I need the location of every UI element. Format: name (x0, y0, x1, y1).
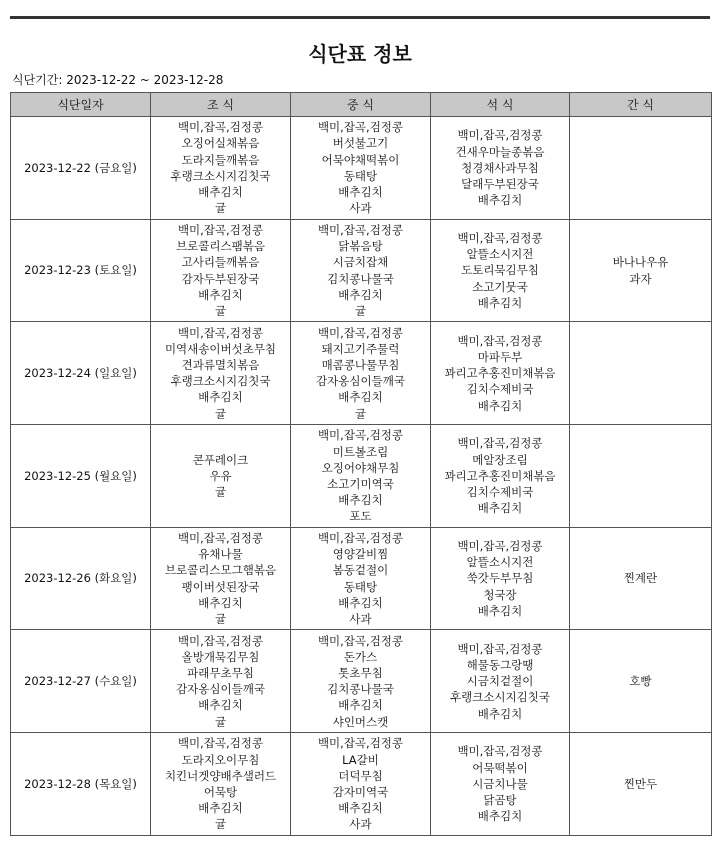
menu-item: 귤 (214, 406, 227, 421)
snack-cell (570, 219, 712, 322)
menu-item: 백미,잡곡,검정콩 (457, 641, 543, 656)
dinner-cell (431, 322, 570, 425)
menu-item: 백미,잡곡,검정콩 (317, 222, 404, 237)
menu-item: 김치콩나물국 (327, 682, 394, 697)
menu-item: 건새우마늘종볶음 (455, 144, 545, 159)
menu-item: 백미,잡곡,검정콩 (317, 530, 404, 545)
menu-item: 백미,잡곡,검정콩 (177, 222, 264, 237)
menu-item: 메알장조림 (472, 452, 528, 467)
menu-item: 백미,잡곡,검정콩 (457, 231, 543, 246)
menu-item: 귤 (214, 201, 227, 216)
menu-item: 봄동겉절이 (332, 563, 389, 578)
top-rule (10, 16, 710, 19)
table-row (11, 117, 712, 220)
lunch-cell (291, 219, 431, 322)
menu-item: 감자옹심이들깨국 (316, 374, 405, 389)
menu-item: 버섯불고기 (332, 136, 389, 151)
lunch-cell (291, 527, 431, 630)
menu-item: 오징어실채볶음 (181, 136, 260, 151)
menu-item: 찐만두 (623, 776, 658, 791)
menu-item: 도라지들깨볶음 (181, 152, 260, 167)
menu-item: 배추김치 (477, 501, 523, 516)
dinner-cell (431, 425, 570, 528)
menu-item: 김치수제비국 (466, 485, 534, 499)
menu-item: 백미,잡곡,검정콩 (177, 120, 264, 135)
date-cell: 2023-12-22 (금요일) (11, 117, 151, 220)
menu-item: 백미,잡곡,검정콩 (317, 736, 404, 751)
lunch-cell (291, 733, 431, 836)
meal-table-body (11, 117, 712, 836)
breakfast-cell (151, 630, 291, 733)
menu-item: 배추김치 (477, 706, 523, 721)
menu-item: 백미,잡곡,검정콩 (177, 530, 264, 545)
header-date: 식단일자 (11, 93, 151, 117)
menu-item: 백미,잡곡,검정콩 (177, 736, 264, 751)
menu-item: 후랭크소시지김칫국 (170, 168, 271, 183)
menu-item: 백미,잡곡,검정콩 (457, 744, 543, 759)
breakfast-cell (151, 219, 291, 322)
menu-item: 배추김치 (338, 185, 383, 200)
menu-item: 샤인머스캣 (332, 714, 389, 729)
dinner-cell (431, 733, 570, 836)
menu-item: 브로콜리스팸볶음 (176, 239, 265, 254)
meal-table (10, 92, 712, 836)
menu-item: 귤 (214, 714, 227, 729)
menu-item: 오징어야채무침 (321, 460, 400, 475)
date-cell: 2023-12-26 (화요일) (11, 527, 151, 630)
menu-item: 닭볶음탕 (338, 239, 383, 254)
menu-item: 후랭크소시지김칫국 (450, 690, 550, 705)
menu-item: 백미,잡곡,검정콩 (177, 325, 264, 340)
menu-item: 돼지고기주물럭 (321, 341, 400, 356)
menu-item: LA갈비 (342, 752, 379, 767)
menu-item: 톳초무침 (338, 666, 383, 681)
menu-item: 배추김치 (477, 603, 523, 618)
snack-cell (570, 527, 712, 630)
dinner-cell (431, 219, 570, 322)
menu-item: 청국장 (483, 587, 517, 602)
menu-item: 바나나우유 (612, 255, 669, 270)
menu-item: 포도 (349, 509, 372, 524)
menu-item: 배추김치 (338, 287, 383, 302)
lunch-cell (291, 425, 431, 528)
breakfast-cell (151, 425, 291, 528)
menu-item: 배추김치 (338, 801, 383, 816)
menu-item: 미역새송이버섯초무침 (164, 341, 277, 356)
breakfast-cell (151, 322, 291, 425)
menu-item: 더덕무침 (338, 768, 383, 783)
menu-item: 귤 (354, 303, 367, 318)
menu-item: 감자미역국 (332, 784, 389, 799)
page-title: 식단표 정보 (308, 42, 412, 66)
menu-item: 동태탕 (343, 168, 378, 183)
menu-period: 식단기간: 2023-12-22 ~ 2023-12-28 (12, 73, 224, 87)
breakfast-cell (151, 117, 291, 220)
menu-item: 김치콩나물국 (327, 271, 394, 286)
table-row (11, 630, 712, 733)
menu-item: 배추김치 (477, 809, 523, 824)
menu-item: 콘푸레이크 (192, 452, 249, 467)
menu-item: 올방개묵김무침 (181, 649, 260, 664)
menu-item: 백미,잡곡,검정콩 (317, 428, 404, 443)
menu-item: 브로콜리스모그햄볶음 (164, 563, 277, 578)
menu-item: 배추김치 (198, 801, 243, 816)
menu-item: 시금치잡채 (332, 255, 389, 270)
lunch-cell (291, 322, 431, 425)
menu-item: 감자두부된장국 (181, 271, 260, 286)
menu-item: 쑥갓두부무침 (466, 571, 534, 586)
snack-cell (570, 425, 712, 528)
menu-item: 김치수제비국 (466, 382, 534, 397)
menu-item: 닭곰탕 (483, 793, 517, 808)
table-row (11, 425, 712, 528)
lunch-cell (291, 630, 431, 733)
table-row (11, 219, 712, 322)
menu-item: 귤 (214, 303, 227, 318)
date-cell: 2023-12-25 (월요일) (11, 425, 151, 528)
menu-item: 달래두부된장국 (461, 176, 539, 191)
dinner-cell (431, 527, 570, 630)
menu-item: 사과 (349, 201, 372, 216)
menu-item: 배추김치 (338, 698, 383, 713)
menu-item: 배추김치 (198, 287, 243, 302)
header-dinner: 석 식 (431, 93, 570, 117)
table-row (11, 322, 712, 425)
menu-item: 귤 (354, 406, 367, 421)
menu-item: 백미,잡곡,검정콩 (457, 128, 543, 143)
date-cell: 2023-12-28 (목요일) (11, 733, 151, 836)
menu-item: 어묵야채떡볶이 (321, 152, 400, 167)
menu-item: 귤 (214, 485, 227, 499)
date-cell: 2023-12-23 (토요일) (11, 219, 151, 322)
menu-item: 시금치겉절이 (466, 674, 534, 689)
header-snack: 간 식 (570, 93, 712, 117)
menu-item: 돈가스 (343, 649, 378, 664)
dinner-cell (431, 117, 570, 220)
menu-item: 백미,잡곡,검정콩 (457, 539, 543, 554)
snack-cell (570, 630, 712, 733)
menu-item: 배추김치 (198, 185, 243, 200)
menu-item: 배추김치 (338, 595, 383, 610)
menu-item: 고사리들깨볶음 (181, 255, 260, 270)
menu-item: 귤 (214, 612, 227, 626)
menu-item: 백미,잡곡,검정콩 (457, 333, 543, 348)
menu-item: 배추김치 (198, 390, 243, 405)
menu-item: 꽈리고추홍진미채볶음 (444, 468, 556, 483)
menu-item: 도라지오이무침 (181, 752, 260, 767)
menu-item: 배추김치 (338, 390, 383, 405)
menu-item: 감자옹심이들깨국 (176, 682, 265, 697)
menu-item: 시금치나물 (472, 776, 528, 791)
lunch-cell (291, 117, 431, 220)
menu-item: 마파두부 (477, 349, 523, 364)
menu-item: 해물동그랑땡 (466, 657, 534, 672)
menu-item: 후랭크소시지김칫국 (170, 374, 271, 389)
menu-item: 배추김치 (198, 698, 243, 713)
menu-item: 도토리묵김무침 (461, 263, 539, 278)
menu-item: 귤 (214, 817, 227, 832)
breakfast-cell (151, 527, 291, 630)
date-cell: 2023-12-24 (일요일) (11, 322, 151, 425)
snack-cell (570, 117, 712, 220)
menu-item: 청경채사과무침 (461, 160, 539, 175)
table-header-row (11, 93, 712, 117)
snack-cell (570, 322, 712, 425)
menu-item: 백미,잡곡,검정콩 (317, 633, 404, 648)
menu-item: 영양갈비찜 (332, 547, 389, 562)
menu-item: 배추김치 (477, 193, 523, 208)
menu-item: 유채나물 (198, 547, 243, 562)
breakfast-cell (151, 733, 291, 836)
menu-item: 파래무초무침 (187, 666, 254, 681)
menu-item: 백미,잡곡,검정콩 (177, 633, 264, 648)
header-breakfast: 조 식 (151, 93, 291, 117)
menu-item: 매콤콩나물무침 (321, 358, 400, 373)
menu-item: 알뜰소시지전 (466, 247, 534, 262)
menu-item: 치킨너겟양배추샐러드 (164, 768, 277, 783)
menu-item: 견과류멸치볶음 (181, 358, 260, 373)
menu-item: 팽이버섯된장국 (181, 579, 260, 594)
menu-item: 백미,잡곡,검정콩 (317, 120, 404, 135)
menu-item: 소고기뭇국 (472, 279, 528, 294)
date-cell: 2023-12-27 (수요일) (11, 630, 151, 733)
menu-item: 어묵떡볶이 (472, 760, 528, 775)
table-row (11, 733, 712, 836)
menu-item: 찐계란 (623, 571, 658, 586)
snack-cell (570, 733, 712, 836)
menu-item: 어묵탕 (203, 784, 238, 799)
menu-item: 호빵 (629, 674, 652, 689)
menu-item: 꽈리고추홍진미채볶음 (444, 366, 556, 381)
menu-item: 배추김치 (477, 398, 523, 413)
menu-item: 사과 (349, 612, 372, 626)
header-lunch: 중 식 (291, 93, 431, 117)
menu-item: 배추김치 (477, 295, 523, 310)
menu-item: 백미,잡곡,검정콩 (457, 436, 543, 451)
menu-item: 우유 (209, 468, 232, 483)
menu-item: 소고기미역국 (327, 476, 394, 491)
menu-item: 배추김치 (198, 595, 243, 610)
menu-item: 과자 (629, 271, 652, 286)
menu-item: 사과 (349, 817, 372, 832)
menu-item: 미트볼조림 (332, 444, 389, 459)
menu-item: 배추김치 (338, 493, 383, 508)
menu-item: 알뜰소시지전 (466, 555, 534, 570)
dinner-cell (431, 630, 570, 733)
menu-item: 백미,잡곡,검정콩 (317, 325, 404, 340)
table-row (11, 527, 712, 630)
menu-item: 동태탕 (343, 579, 378, 594)
